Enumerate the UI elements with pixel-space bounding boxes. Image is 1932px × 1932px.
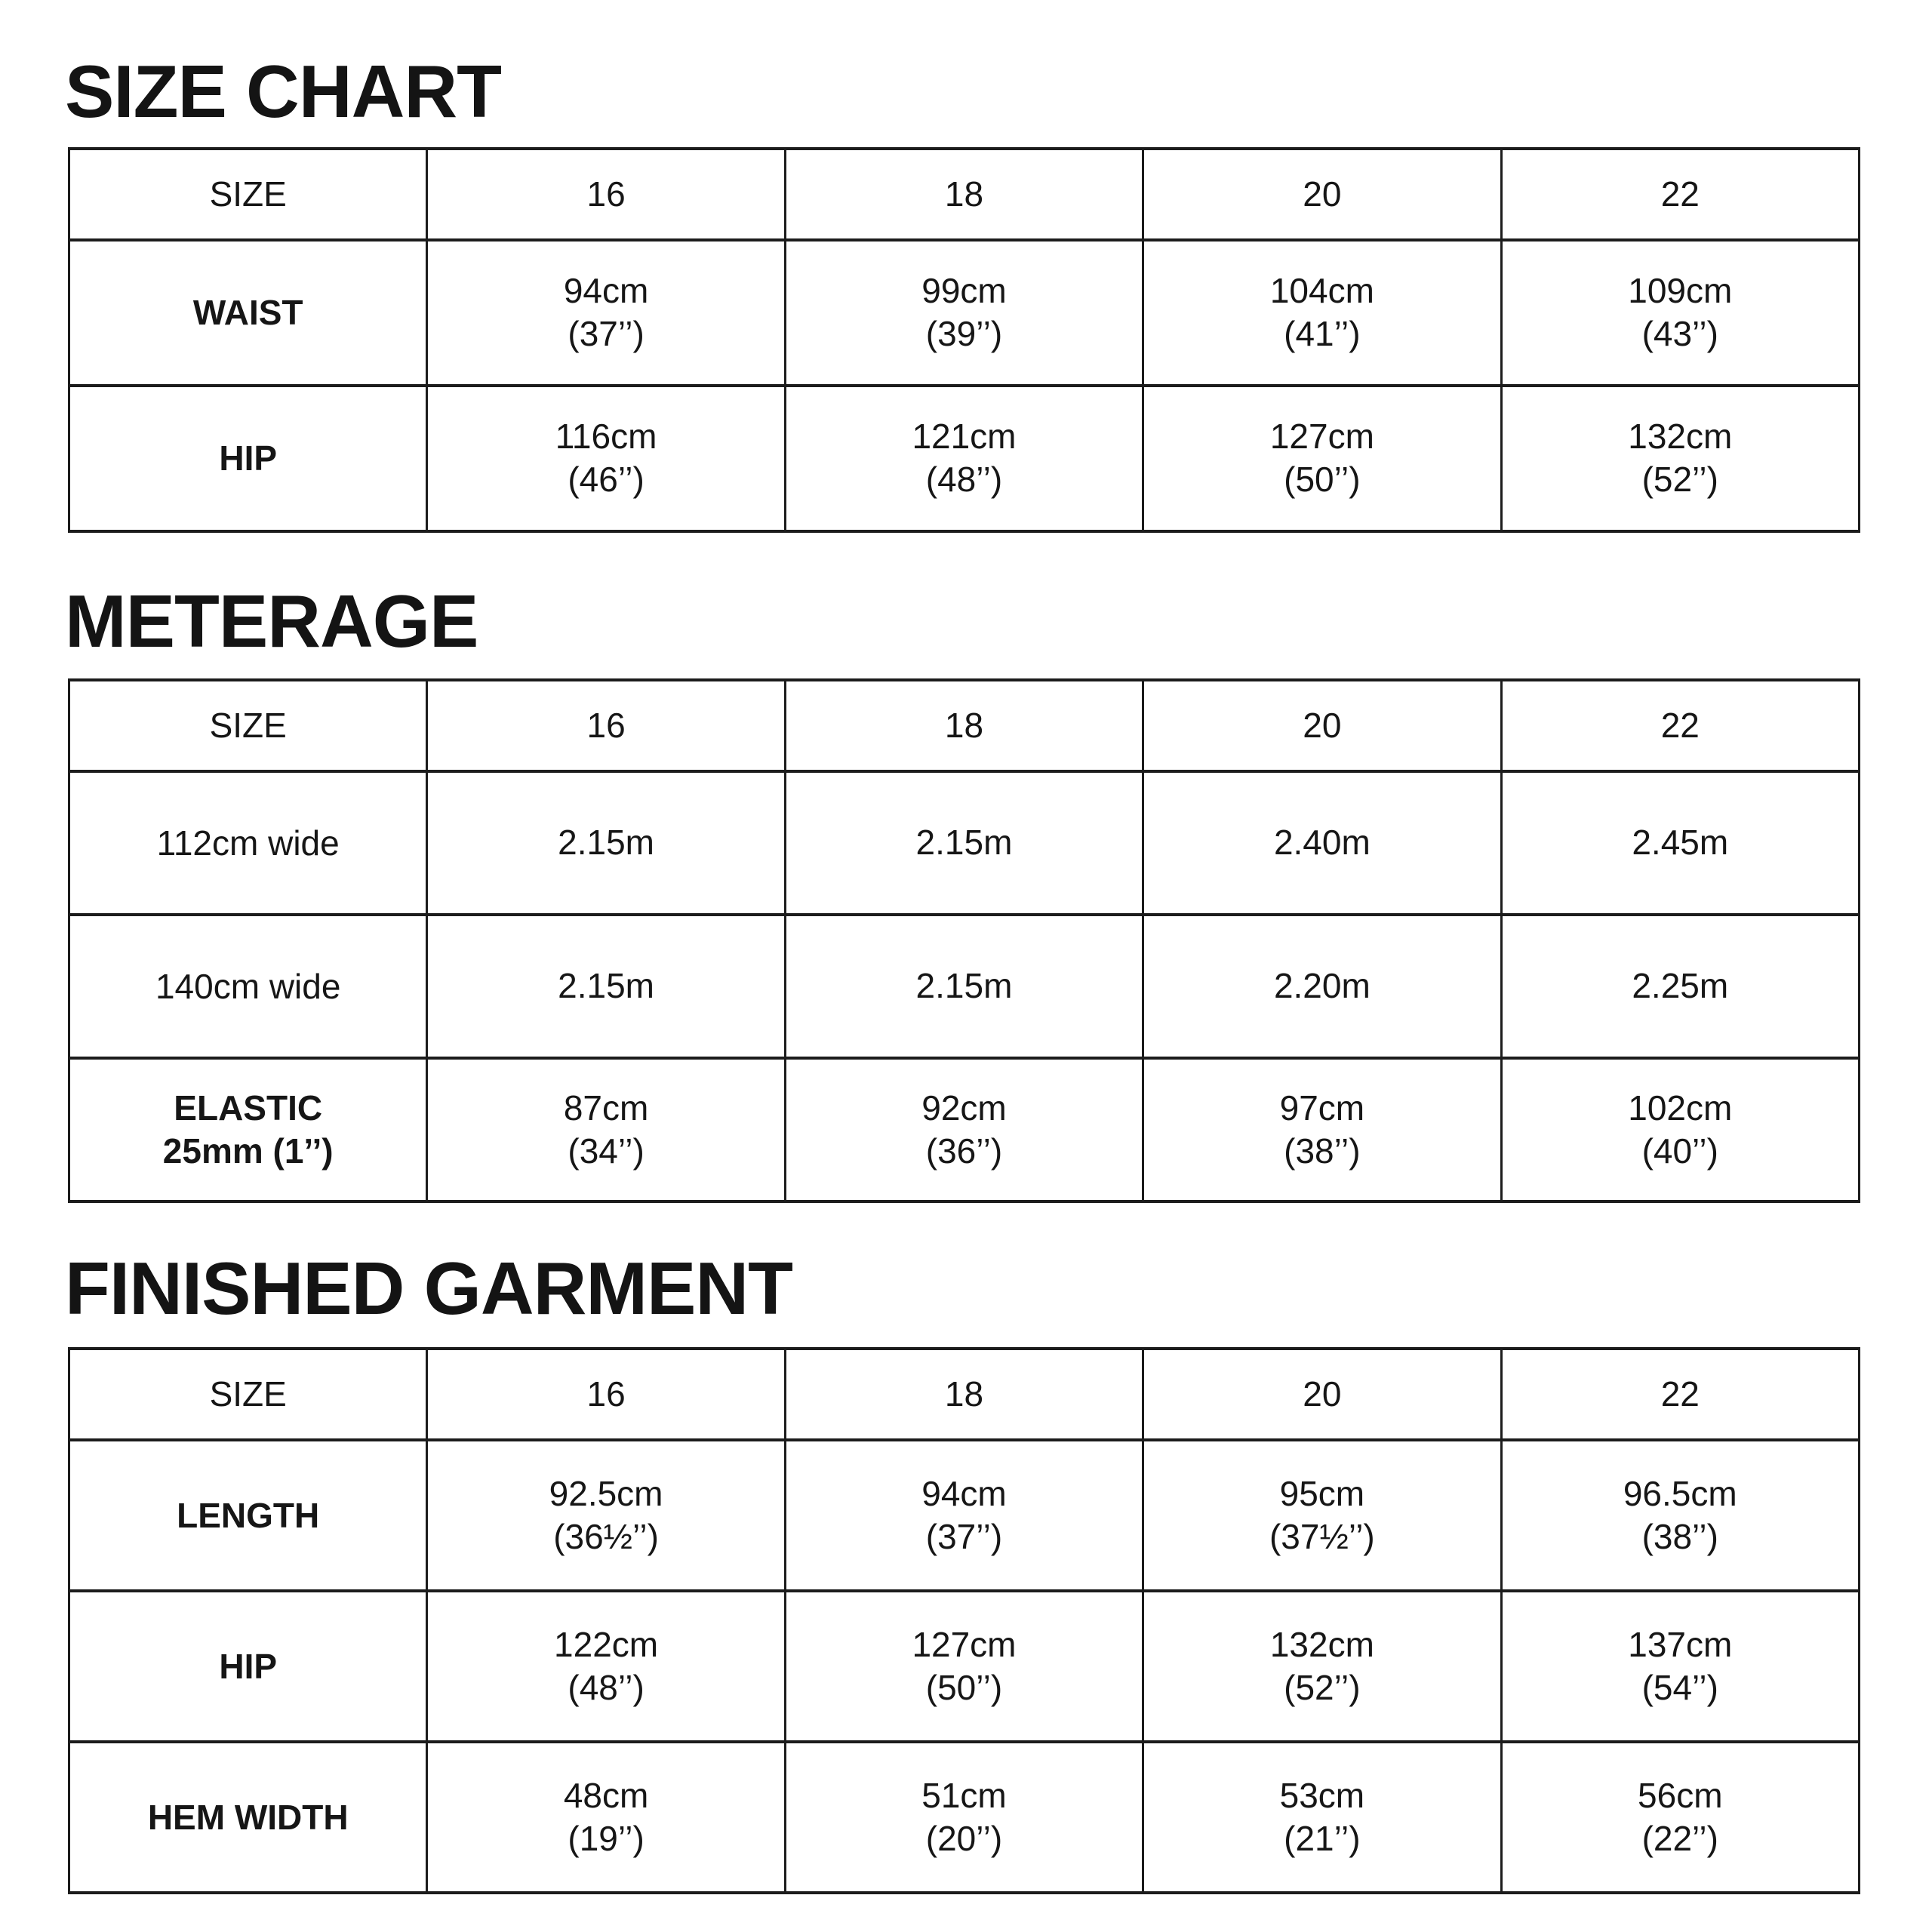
cell-value-in: (39’’) (925, 314, 1003, 354)
section-meterage (65, 579, 1932, 1203)
column-header-22: 22 (1501, 1349, 1859, 1440)
cell-value-cm: 121cm (912, 417, 1017, 457)
table-cell (1143, 771, 1501, 915)
row-label-112cm-wide: 112cm wide (69, 771, 427, 915)
table-cell (1501, 1058, 1859, 1201)
cell-value-in: (22’’) (1641, 1818, 1718, 1858)
cell-value-cm: 127cm (1269, 417, 1374, 457)
column-header-20: 20 (1143, 680, 1501, 771)
size-chart-table (68, 147, 1860, 533)
cell-value-cm: 53cm (1279, 1775, 1365, 1815)
table-cell (427, 1440, 785, 1591)
table-row-length (69, 1440, 1860, 1591)
column-header-18: 18 (785, 680, 1143, 771)
row-label-140cm-wide: 140cm wide (69, 915, 427, 1058)
finished-garment-table (68, 1347, 1860, 1894)
section-finished-garment (65, 1246, 1932, 1894)
cell-value-cm: 94cm (563, 271, 649, 311)
column-header-20: 20 (1143, 149, 1501, 240)
cell-value-cm: 109cm (1628, 271, 1733, 311)
size-chart-title: SIZE CHART (65, 50, 501, 133)
table-cell (427, 1058, 785, 1201)
row-label-line: 25mm (1’’) (162, 1131, 334, 1171)
table-row-hip (69, 386, 1860, 531)
table-cell (785, 1058, 1143, 1201)
table-cell (785, 1591, 1143, 1742)
cell-value-cm: 48cm (563, 1775, 649, 1815)
column-header-22: 22 (1501, 680, 1859, 771)
table-cell (785, 915, 1143, 1058)
table-cell (427, 915, 785, 1058)
cell-value-in: (38’’) (1284, 1131, 1361, 1171)
table-row-140cm-wide (69, 915, 1860, 1058)
cell-value-in: (50’’) (1284, 460, 1361, 500)
table-cell (427, 240, 785, 386)
cell-value-cm: 94cm (921, 1473, 1007, 1513)
cell-value-cm: 102cm (1628, 1088, 1733, 1128)
cell-value-in: (37’’) (568, 314, 645, 354)
row-label-waist: WAIST (69, 240, 427, 386)
cell-value-in: (40’’) (1641, 1131, 1718, 1171)
column-header-22: 22 (1501, 149, 1859, 240)
table-row-hem-width (69, 1742, 1860, 1893)
table-cell (1501, 771, 1859, 915)
table-row-waist (69, 240, 1860, 386)
table-cell (1143, 1058, 1501, 1201)
cell-value-in: (50’’) (925, 1667, 1003, 1707)
table-cell (427, 1591, 785, 1742)
table-cell (1501, 1742, 1859, 1893)
cell-value-cm: 92.5cm (549, 1473, 663, 1513)
cell-value-in: (48’’) (568, 1667, 645, 1707)
cell-value-m: 2.40m (1273, 823, 1371, 863)
table-cell (1501, 240, 1859, 386)
table-cell (1143, 240, 1501, 386)
row-label-hip: HIP (69, 386, 427, 531)
meterage-table (68, 678, 1860, 1203)
cell-value-in: (37’’) (925, 1516, 1003, 1556)
column-header-20: 20 (1143, 1349, 1501, 1440)
column-header-18: 18 (785, 1349, 1143, 1440)
cell-value-in: (52’’) (1641, 460, 1718, 500)
column-header-18: 18 (785, 149, 1143, 240)
cell-value-m: 2.45m (1632, 823, 1729, 863)
row-label-length: LENGTH (69, 1440, 427, 1591)
row-label-line: ELASTIC (174, 1088, 323, 1128)
cell-value-cm: 56cm (1638, 1775, 1723, 1815)
cell-value-in: (34’’) (568, 1131, 645, 1171)
cell-value-cm: 51cm (921, 1775, 1007, 1815)
column-header-16: 16 (427, 149, 785, 240)
cell-value-in: (43’’) (1641, 314, 1718, 354)
cell-value-in: (38’’) (1641, 1516, 1718, 1556)
cell-value-cm: 132cm (1628, 417, 1733, 457)
table-cell (1143, 386, 1501, 531)
table-row-elastic (69, 1058, 1860, 1201)
cell-value-in: (54’’) (1641, 1667, 1718, 1707)
column-header-size: SIZE (69, 149, 427, 240)
cell-value-in: (19’’) (568, 1818, 645, 1858)
table-cell (1501, 1591, 1859, 1742)
cell-value-in: (36’’) (925, 1131, 1003, 1171)
cell-value-m: 2.15m (558, 966, 655, 1006)
cell-value-in: (20’’) (925, 1818, 1003, 1858)
column-header-size: SIZE (69, 1349, 427, 1440)
column-header-size: SIZE (69, 680, 427, 771)
cell-value-m: 2.25m (1632, 966, 1729, 1006)
table-row-112cm-wide (69, 771, 1860, 915)
cell-value-cm: 137cm (1628, 1624, 1733, 1664)
table-cell (1143, 1440, 1501, 1591)
cell-value-cm: 95cm (1279, 1473, 1365, 1513)
table-header-row (69, 680, 1860, 771)
cell-value-m: 2.15m (915, 966, 1013, 1006)
table-cell (427, 386, 785, 531)
table-cell (1501, 386, 1859, 531)
table-cell (427, 771, 785, 915)
cell-value-in: (41’’) (1284, 314, 1361, 354)
table-cell (1143, 1591, 1501, 1742)
table-cell (785, 386, 1143, 531)
cell-value-cm: 87cm (563, 1088, 649, 1128)
cell-value-cm: 92cm (921, 1088, 1007, 1128)
table-header-row (69, 149, 1860, 240)
table-cell (785, 1742, 1143, 1893)
column-header-16: 16 (427, 1349, 785, 1440)
cell-value-in: (46’’) (568, 460, 645, 500)
cell-value-cm: 99cm (921, 271, 1007, 311)
cell-value-m: 2.20m (1273, 966, 1371, 1006)
cell-value-cm: 97cm (1279, 1088, 1365, 1128)
cell-value-in: (48’’) (925, 460, 1003, 500)
section-size-chart (65, 0, 1932, 533)
row-label-elastic (69, 1058, 427, 1201)
table-cell (1143, 915, 1501, 1058)
cell-value-cm: 132cm (1269, 1624, 1374, 1664)
meterage-title: METERAGE (65, 579, 478, 663)
table-row-hip (69, 1591, 1860, 1742)
column-header-16: 16 (427, 680, 785, 771)
table-cell (785, 1440, 1143, 1591)
finished-garment-title: FINISHED GARMENT (65, 1246, 792, 1330)
table-header-row (69, 1349, 1860, 1440)
table-cell (1143, 1742, 1501, 1893)
row-label-hip: HIP (69, 1591, 427, 1742)
cell-value-cm: 96.5cm (1623, 1473, 1737, 1513)
cell-value-in: (36½’’) (553, 1516, 659, 1556)
cell-value-in: (52’’) (1284, 1667, 1361, 1707)
row-label-hem-width: HEM WIDTH (69, 1742, 427, 1893)
table-cell (785, 240, 1143, 386)
cell-value-cm: 127cm (912, 1624, 1017, 1664)
table-cell (1501, 915, 1859, 1058)
table-cell (427, 1742, 785, 1893)
cell-value-cm: 116cm (555, 417, 657, 457)
cell-value-cm: 104cm (1269, 271, 1374, 311)
cell-value-in: (21’’) (1284, 1818, 1361, 1858)
table-cell (1501, 1440, 1859, 1591)
cell-value-cm: 122cm (554, 1624, 659, 1664)
cell-value-m: 2.15m (558, 823, 655, 863)
table-cell (785, 771, 1143, 915)
cell-value-m: 2.15m (915, 823, 1013, 863)
cell-value-in: (37½’’) (1269, 1516, 1375, 1556)
